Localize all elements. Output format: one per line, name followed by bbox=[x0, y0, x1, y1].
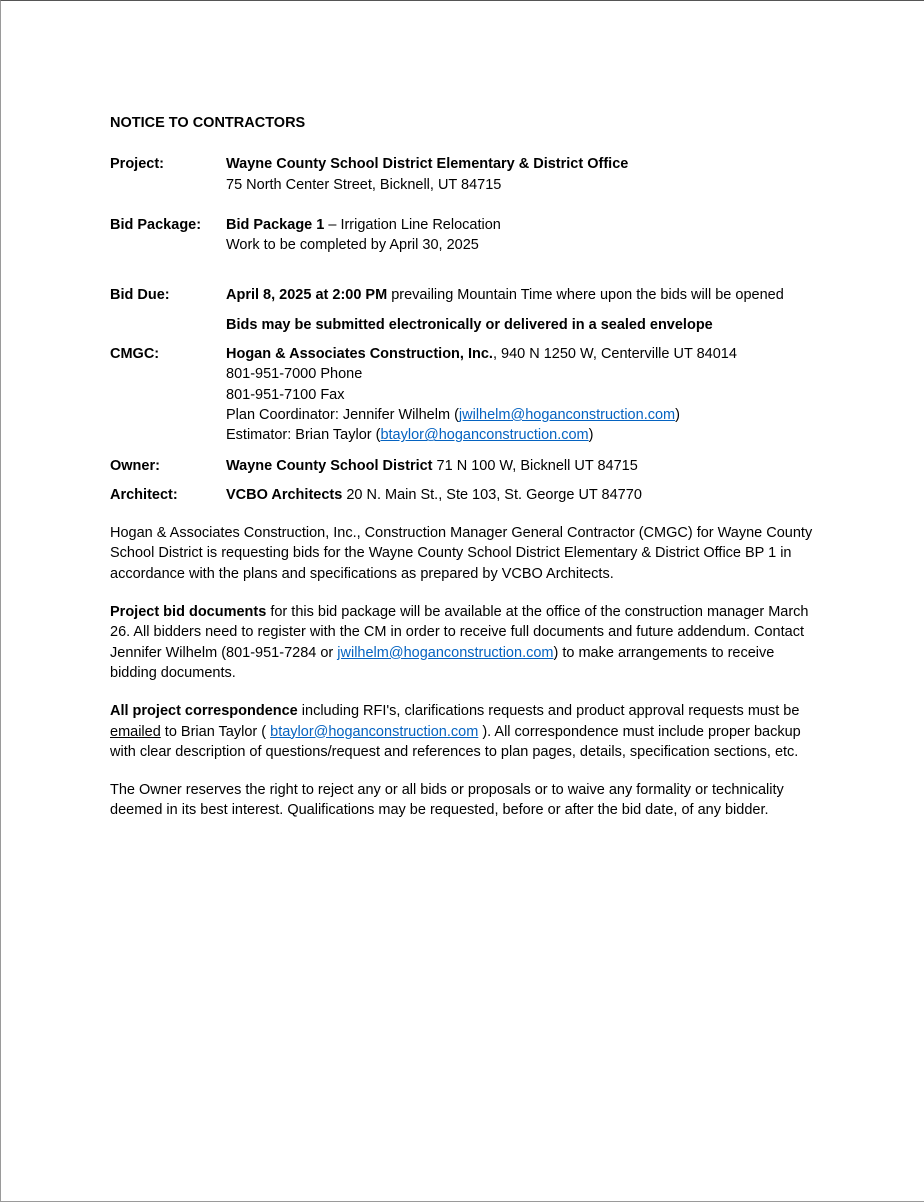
project-value bbox=[226, 154, 822, 195]
bid-due-row bbox=[110, 285, 822, 335]
bid-package-desc: – Irrigation Line Relocation bbox=[324, 216, 501, 233]
bid-package-name: Bid Package 1 bbox=[226, 216, 325, 233]
coordinator-email-link[interactable]: jwilhelm@hoganconstruction.com bbox=[458, 406, 676, 423]
cmgc-estimator bbox=[226, 425, 822, 445]
bid-documents-paragraph bbox=[110, 602, 822, 683]
bid-due-datetime: April 8, 2025 at 2:00 PM bbox=[226, 287, 388, 304]
cmgc-name: Hogan & Associates Construction, Inc. bbox=[226, 346, 493, 363]
owner-name: Wayne County School District bbox=[226, 457, 433, 474]
notice-content bbox=[110, 113, 822, 821]
estimator-prefix: Estimator: Brian Taylor ( bbox=[226, 427, 381, 444]
owner-row bbox=[110, 456, 822, 476]
cmgc-label: CMGC: bbox=[110, 346, 160, 363]
correspondence-text2: to Brian Taylor ( bbox=[160, 723, 271, 740]
architect-name: VCBO Architects bbox=[226, 486, 343, 503]
coordinator-suffix: ) bbox=[675, 406, 680, 423]
owner-value bbox=[226, 456, 822, 476]
contact-email-link[interactable]: jwilhelm@hoganconstruction.com bbox=[337, 644, 554, 661]
coordinator-prefix: Plan Coordinator: Jennifer Wilhelm ( bbox=[226, 406, 459, 423]
correspondence-lead: All project correspondence bbox=[110, 703, 298, 720]
project-row bbox=[110, 154, 822, 195]
correspondence-text1: including RFI's, clarifications requests and product approval requests must be bbox=[297, 703, 800, 720]
cmgc-phone: 801-951-7000 Phone bbox=[226, 366, 363, 383]
estimator-email-link[interactable]: btaylor@hoganconstruction.com bbox=[380, 427, 589, 444]
bid-package-label: Bid Package: bbox=[110, 216, 202, 233]
cmgc-address: , 940 N 1250 W, Centerville UT 84014 bbox=[492, 346, 737, 363]
owner-rights-paragraph: The Owner reserves the right to reject any or all bids or proposals or to waive any formality or technicality deemed in its best interest. Qualifications may be requested, before or after the bid date, of any bidder. bbox=[110, 782, 784, 819]
architect-row bbox=[110, 485, 822, 505]
notice-title: NOTICE TO CONTRACTORS bbox=[110, 115, 306, 131]
correspondence-text3: ). All correspondence must include proper backup with clear description of questions/request and references to plan pages, details, specification sections, etc. bbox=[110, 723, 801, 760]
project-label: Project: bbox=[110, 156, 164, 173]
cmgc-value bbox=[226, 344, 822, 445]
bid-documents-text1: for this bid package will be available at the office of the construction manager March 26. All bidders need to register with the CM in order to receive full documents and future addendum. Contact Jennifer Wilhelm (801-951-7284 or bbox=[110, 604, 809, 661]
project-address: 75 North Center Street, Bicknell, UT 84715 bbox=[226, 176, 502, 193]
bid-package-row bbox=[110, 215, 822, 256]
correspondence-email-link[interactable]: btaylor@hoganconstruction.com bbox=[270, 723, 479, 740]
intro-paragraph: Hogan & Associates Construction, Inc., Construction Manager General Contractor (CMGC) for Wayne County School District is requesting bids for the Wayne County School District Elementary & District Office BP 1 in accordance with the plans and specifications as prepared by VCBO Architects. bbox=[110, 525, 813, 582]
cmgc-row bbox=[110, 344, 822, 445]
emailed-underlined: emailed bbox=[110, 723, 161, 740]
owner-address: 71 N 100 W, Bicknell UT 84715 bbox=[432, 457, 638, 474]
bid-package-value bbox=[226, 215, 822, 256]
bid-due-label: Bid Due: bbox=[110, 287, 170, 304]
cmgc-fax: 801-951-7100 Fax bbox=[226, 386, 345, 403]
bid-documents-text2: ) to make arrangements to receive bidding documents. bbox=[110, 644, 775, 681]
bid-package-completion: Work to be completed by April 30, 2025 bbox=[226, 237, 479, 254]
cmgc-coordinator bbox=[226, 405, 822, 425]
owner-label: Owner: bbox=[110, 457, 160, 474]
correspondence-paragraph bbox=[110, 701, 822, 762]
project-name: Wayne County School District Elementary & District Office bbox=[226, 156, 629, 173]
architect-value bbox=[226, 485, 822, 505]
estimator-suffix: ) bbox=[588, 427, 594, 444]
bid-documents-lead: Project bid documents bbox=[110, 604, 267, 621]
bid-due-rest: prevailing Mountain Time where upon the bids will be opened bbox=[387, 287, 784, 304]
bid-due-value bbox=[226, 285, 822, 335]
architect-label: Architect: bbox=[110, 486, 178, 503]
architect-address: 20 N. Main St., Ste 103, St. George UT 84770 bbox=[342, 486, 642, 503]
bid-submission-note: Bids may be submitted electronically or delivered in a sealed envelope bbox=[226, 316, 713, 333]
